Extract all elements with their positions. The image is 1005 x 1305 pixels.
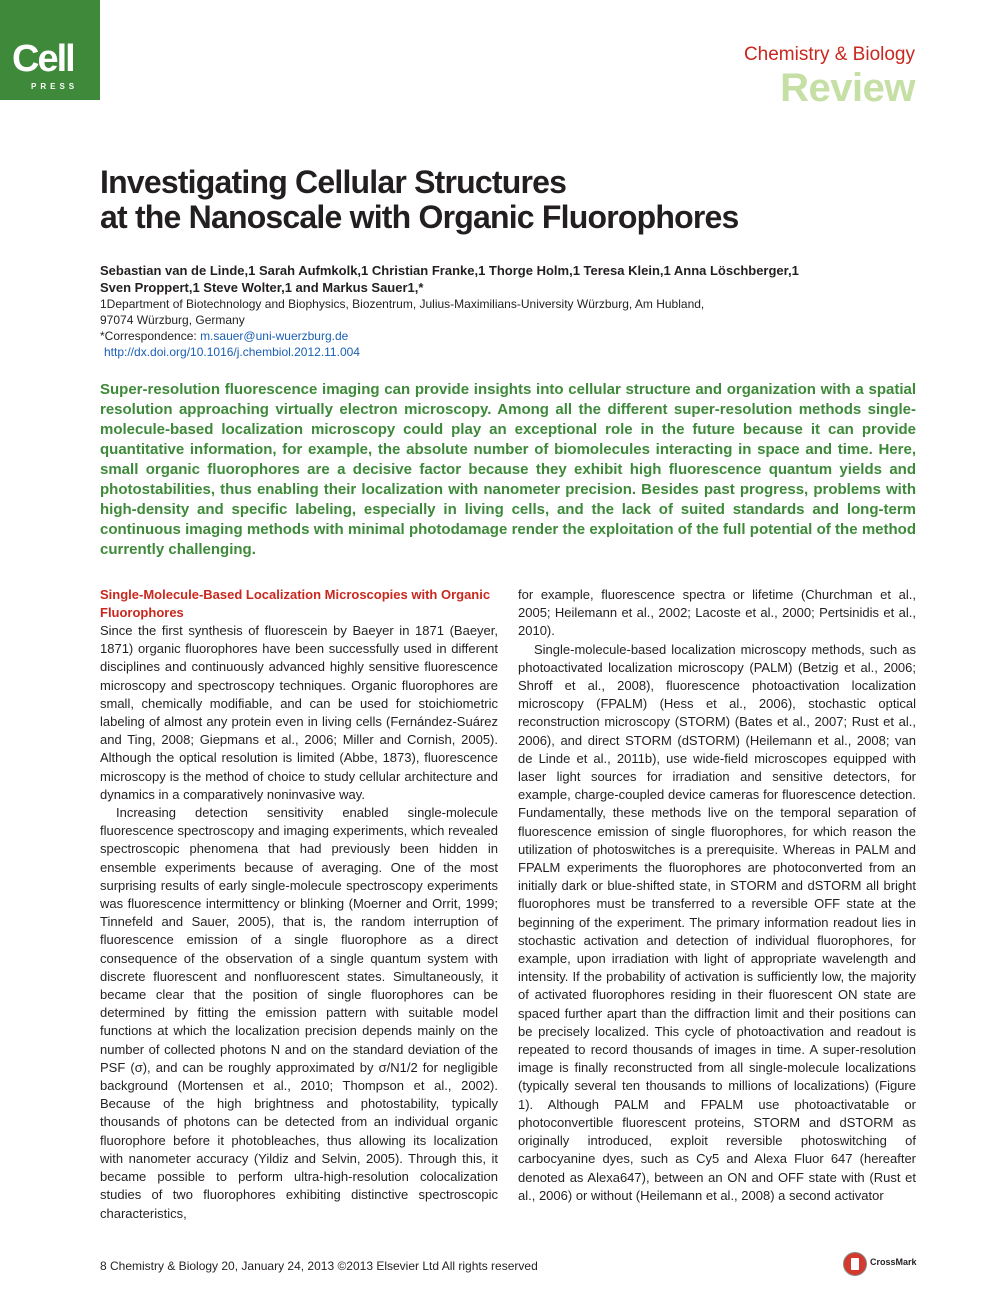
author-list — [100, 262, 900, 296]
affiliation-line-2: 97074 Würzburg, Germany — [100, 313, 245, 327]
abstract: Super-resolution fluorescence imaging can provide insights into cellular structure and organization with a spatial resolution approaching virtually electron microscopy. Among all the different super-resolution methods single-molecule-based localization microscopy could play an exceptional role in the future because it can provide quantitative information, for example, the absolute number of biomolecules interacting in space and time. Here, small organic fluorophores are a decisive factor because they exhibit high fluorescence quantum yields and photostabilities, thus enabling their localization with nanometer precision. Besides past progress, problems with high-density and specific labeling, especially in living cells, and the lack of suited standards and long-term continuous imaging methods with minimal photodamage render the exploitation of the full potential of the method currently challenging. — [100, 381, 916, 558]
crossmark-badge[interactable] — [843, 1252, 917, 1276]
correspondence-email-link[interactable]: m.sauer@uni-wuerzburg.de — [200, 329, 349, 343]
authors-line-1: Sebastian van de Linde,1 Sarah Aufmkolk,1 Christian Franke,1 Thorge Holm,1 Teresa Klein,1 Anna Löschberger,1 — [100, 263, 799, 278]
logo-text: Cell — [12, 38, 74, 80]
section-heading: Single-Molecule-Based Localization Microscopies with Organic Fluorophores — [100, 587, 491, 620]
cell-press-logo — [0, 0, 100, 100]
crossmark-label: CrossMark — [870, 1257, 917, 1267]
page-footer: 8 Chemistry & Biology 20, January 24, 2013 ©2013 Elsevier Ltd All rights reserved — [100, 1259, 538, 1273]
paragraph: Since the first synthesis of fluorescein by Baeyer in 1871 (Baeyer, 1871) organic fluorophores have been successfully used in different disciplines and continuously advanced highly sensitive fluorescence microscopy and spectroscopy techniques. Organic fluorophores are small, chemically modifiable, and can be used for stoichiometric labeling of almost any protein even in living cells (Fernández-Suárez and Ting, 2008; Giepmans et al., 2006; Miller and Cornish, 2005). Although the optical resolution is limited (Abbe, 1873), fluorescence microscopy is the method of choice to study cellular architecture and dynamics in a comparatively noninvasive way. — [100, 623, 498, 802]
title-line-1: Investigating Cellular Structures — [100, 164, 567, 200]
authors-line-2: Sven Proppert,1 Steve Wolter,1 and Markus Sauer1,* — [100, 280, 424, 295]
doi-link[interactable]: http://dx.doi.org/10.1016/j.chembiol.2012.11.004 — [104, 345, 360, 359]
title-line-2: at the Nanoscale with Organic Fluorophores — [100, 199, 739, 235]
correspondence-label: *Correspondence: — [100, 329, 201, 343]
paragraph: Single-molecule-based localization microscopy methods, such as photoactivated localization microscopy (PALM) (Betzig et al., 2006; Shroff et al., 2008), fluorescence photoactivation localization microscopy (FPALM) (Hess et al., 2006), stochastic optical reconstruction microscopy (STORM) (Bates et al., 2007; Rust et al., 2006), and direct STORM (dSTORM) (Heilemann et al., 2008; van de Linde et al., 2011b), use wide-field microscopes equipped with laser light sources for irradiation and sensitive detectors, for example, charge-coupled device cameras for fluorescence detection. Fundamentally, these methods live on the temporal separation of fluorescence emission of single fluorophores, for which reason the utilization of photoswitches is a prerequisite. Whereas in PALM and FPALM experiments the fluorophores are photoconverted from an initially dark or blue-shifted state, in STORM and dSTORM all bright fluorophores must be transferred to a reversible OFF state at the beginning of the experiment. The primary information readout lies in stochastic activation and detection of individual fluorophores, for example, upon irradiation with light of appropriate wavelength and intensity. If the probability of activation is sufficiently low, the majority of activated fluorophores residing in their fluorescent ON state are spaced further apart than the diffraction limit and their positions can be precisely localized. This cycle of photoactivation and readout is repeated to record thousands of images in time. A super-resolution image is finally reconstructed from all single-molecule localizations (typically several ten thousands to millions of localizations) (Figure 1). Although PALM and FPALM use photoactivatable or photoconvertible fluorescent proteins, STORM and dSTORM as originally introduced, exploit reversible photoswitching of carbocyanine dyes, such as Cy5 and Alexa Fluor 647 (hereafter denoted as Alexa647), between an ON and OFF state with (Rust et al., 2006) or without (Heilemann et al., 2008) a second activator — [518, 641, 916, 1203]
paragraph: Increasing detection sensitivity enabled single-molecule fluorescence spectroscopy and imaging experiments, which revealed spectroscopic phenomena that had previously been hidden in ensemble experiments because of averaging. One of the most surprising results of early single-molecule spectroscopy experiments was fluorescence intermittency or blinking (Moerner and Orrit, 1999; Tinnefeld and Sauer, 2005), that is, the random interruption of fluorescence emission of a single fluorophore as a direct consequence of the observation of a single quantum system with discrete fluorescent and nonfluorescent states. Simultaneously, it became clear that the position of single fluorophores can be determined by fitting the emission pattern with suitable model functions at which the localization precision depends mainly on the number of collected photons N and on the standard deviation of the PSF (σ), and can be roughly approximated by σ/N1/2 for negligible background (Mortensen et al., 2010; Thompson et al., 2002). Because of the high brightness and photostability, typically thousands of photons can be detected from an individual organic fluorophore before it photobleaches, thus allowing its localization with nanometer accuracy (Yildiz and Selvin, 2005). Through this, it became possible to perform ultra-high-resolution colocalization studies of two fluorophores exhibiting distinctive spectroscopic characteristics, — [100, 805, 498, 1221]
crossmark-icon — [843, 1252, 867, 1276]
article-title — [100, 165, 860, 235]
body-column-left — [100, 586, 498, 1223]
body-column-right — [518, 586, 916, 1205]
journal-name: Chemistry & Biology — [743, 44, 915, 65]
logo-press-text: PRESS — [31, 82, 79, 91]
section-label: Review — [780, 66, 915, 110]
affiliation-line-1: 1Department of Biotechnology and Biophysics, Biozentrum, Julius-Maximilians-University Würzburg, Am Hubland, — [100, 297, 705, 311]
correspondence — [100, 328, 348, 344]
paragraph: for example, fluorescence spectra or lifetime (Churchman et al., 2005; Heilemann et al., 2002; Lacoste et al., 2000; Pertsinidis et al., 2010). — [518, 587, 916, 639]
